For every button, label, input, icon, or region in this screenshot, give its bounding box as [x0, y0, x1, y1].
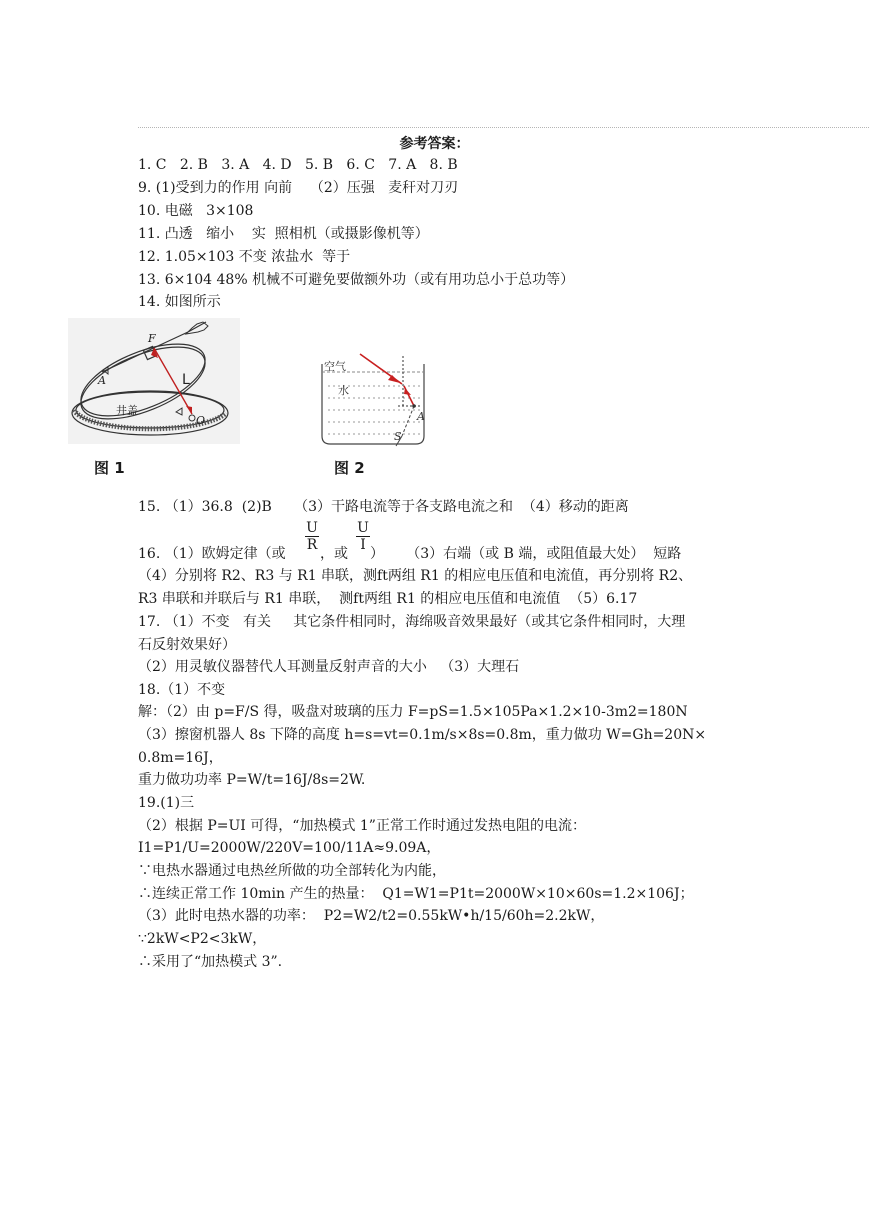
answer-line-19-range: ∵2kW<P2<3kW， [138, 931, 267, 947]
figure-2-caption: 图 2 [334, 459, 365, 477]
answer-16-suffix: ） （3）右端（或 B 端，或阻值最大处） 短路 [370, 546, 682, 562]
fig2-label-air: 空气 [324, 360, 346, 373]
fig1-label-lid: 井盖 [116, 404, 138, 417]
fig1-label-f: F [148, 332, 156, 345]
answer-line-18-power: 重力做功功率 P=W/t=16J/8s=2W. [138, 772, 366, 788]
fig1-label-l: L [182, 372, 190, 388]
answer-line-19-current: I1=P1/U=2000W/220V=100/11A≈9.09A， [138, 840, 441, 856]
answer-line-17: 17. （1）不变 有关 其它条件相同时，海绵吸音效果最好（或其它条件相同时，大理 [138, 614, 686, 630]
answer-line-10: 10. 电磁 3×108 [138, 203, 254, 219]
fig2-label-a: A [417, 410, 425, 423]
fraction-u-over-r [305, 520, 319, 553]
answer-line-19-2: （2）根据 P=UI 可得，“加热模式 1”正常工作时通过发热电阻的电流： [138, 818, 586, 834]
answer-16-separator: ，或 [320, 546, 348, 562]
answer-line-18-2: 解：（2）由 p=F/S 得，吸盘对玻璃的压力 F=pS=1.5×105Pa×1.2×10-3m2=180N [138, 704, 688, 720]
answer-line-9: 9. (1)受到力的作用 向前 （2）压强 麦秆对刀刃 [138, 180, 459, 196]
answer-line-18: 18.（1）不变 [138, 682, 226, 698]
figure-2-refraction [316, 350, 430, 450]
figure-1-caption: 图 1 [94, 459, 125, 477]
fig1-label-o: O [196, 414, 206, 427]
fig2-label-s: S [394, 430, 402, 443]
answer-line-12: 12. 1.05×103 不变 浓盐水 等于 [138, 249, 351, 265]
answer-line-13: 13. 6×104 48% 机械不可避免要做额外功（或有用功总小于总功等） [138, 272, 575, 288]
fraction-2-numerator: U [357, 520, 369, 536]
fraction-2-denominator: I [360, 537, 366, 553]
answer-line-18-3-cont: 0.8m=16J， [138, 750, 223, 766]
figure-1-well-lid [68, 318, 240, 444]
fraction-1-numerator: U [306, 520, 318, 536]
fraction-1-denominator: R [306, 537, 318, 553]
fig2-label-water: 水 [338, 384, 349, 397]
fraction-u-over-i [356, 520, 370, 553]
answer-line-11: 11. 凸透 缩小 实 照相机（或摄影像机等） [138, 226, 429, 242]
answer-line-14: 14. 如图所示 [138, 294, 221, 310]
answer-line-19-conclusion: ∴采用了“加热模式 3”. [138, 954, 283, 970]
answer-line-16-5: R3 串联和并联后与 R1 串联， 测ft两组 R1 的相应电压值和电流值 （5）6.17 [138, 591, 638, 607]
top-dotted-rule [138, 127, 869, 128]
answer-line-17-2: （2）用灵敏仪器替代人耳测量反射声音的大小 （3）大理石 [138, 659, 520, 675]
answer-line-19: 19.(1)三 [138, 795, 195, 811]
answer-line-19-3: （3）此时电热水器的功率： P2=W2/t2=0.55kW•h/15/60h=2.2kW， [138, 908, 605, 924]
answer-line-18-3: （3）擦窗机器人 8s 下降的高度 h=s=vt=0.1m/s×8s=0.8m，重力做功 W=Gh=20N× [138, 727, 707, 743]
page-title: 参考答案： [399, 136, 470, 152]
answer-line-1-8: 1. C 2. B 3. A 4. D 5. B 6. C 7. A 8. B [138, 157, 458, 173]
fig1-label-a: A [98, 374, 106, 387]
answer-line-15: 15. （1）36.8 (2)B （3）干路电流等于各支路电流之和 （4）移动的距离 [138, 499, 629, 515]
answer-16-prefix: 16. （1）欧姆定律（或 [138, 546, 286, 562]
answer-line-19-heat: ∴连续正常工作 10min 产生的热量： Q1=W1=P1t=2000W×10×60s=1.2×106J； [138, 886, 694, 902]
answer-line-19-because: ∵电热水器通过电热丝所做的功全部转化为内能， [138, 863, 446, 879]
answer-line-16-4: （4）分别将 R2、R3 与 R1 串联，测ft两组 R1 的相应电压值和电流值，再分别将 R2、 [138, 568, 693, 584]
answer-line-17-cont: 石反射效果好） [138, 637, 236, 653]
